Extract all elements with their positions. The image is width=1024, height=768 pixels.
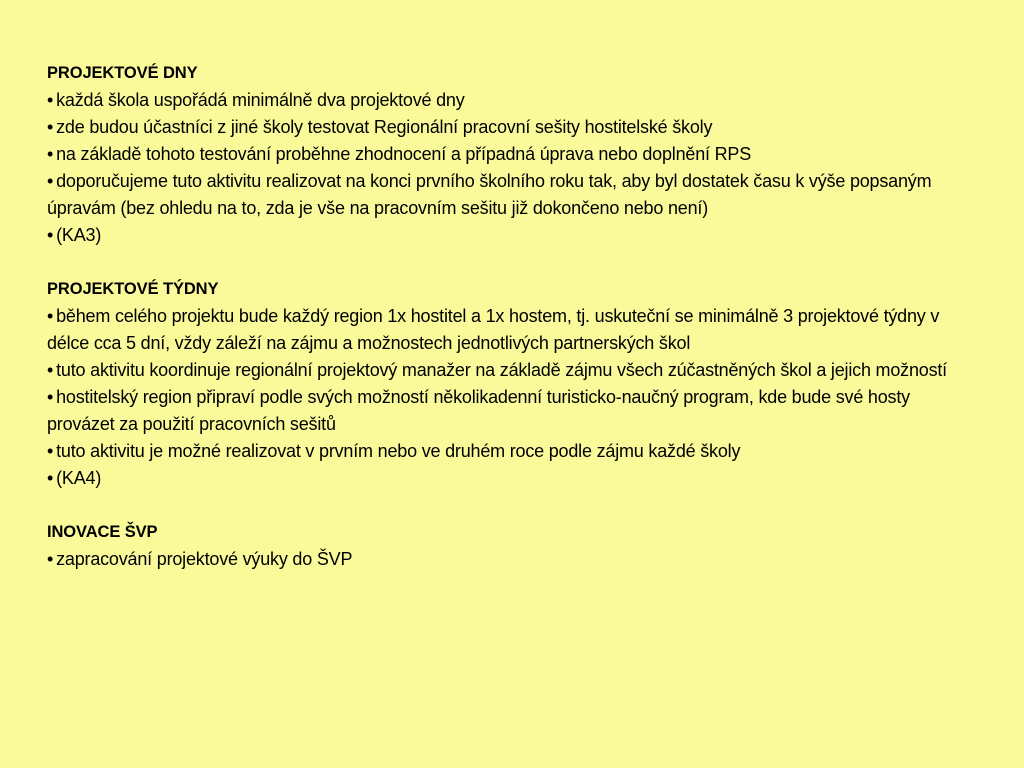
bullet-item bbox=[47, 303, 982, 357]
section-heading: PROJEKTOVÉ DNY bbox=[47, 64, 198, 82]
bullet-text: tuto aktivitu koordinuje regionální projektový manažer na základě zájmu všech zúčastněných škol a jejich možností bbox=[56, 360, 947, 380]
bullet-item bbox=[47, 87, 982, 114]
bullet-dot: • bbox=[47, 306, 54, 326]
section-inovace-svp bbox=[47, 519, 982, 573]
bullet-item bbox=[47, 546, 982, 573]
section-projektove-tydny bbox=[47, 276, 982, 492]
bullet-item bbox=[47, 141, 982, 168]
section-projektove-dny bbox=[47, 60, 982, 249]
bullet-dot: • bbox=[47, 549, 54, 569]
bullet-dot: • bbox=[47, 441, 54, 461]
bullet-item bbox=[47, 465, 982, 492]
bullet-item bbox=[47, 168, 982, 222]
bullet-item bbox=[47, 114, 982, 141]
bullet-dot: • bbox=[47, 171, 54, 191]
bullet-dot: • bbox=[47, 468, 54, 488]
bullet-text: zapracování projektové výuky do ŠVP bbox=[56, 549, 353, 569]
bullet-text: každá škola uspořádá minimálně dva projektové dny bbox=[56, 90, 465, 110]
bullet-text: (KA3) bbox=[56, 225, 102, 245]
bullet-text: tuto aktivitu je možné realizovat v prvním nebo ve druhém roce podle zájmu každé školy bbox=[56, 441, 741, 461]
bullet-item bbox=[47, 438, 982, 465]
bullet-item bbox=[47, 357, 982, 384]
bullet-dot: • bbox=[47, 144, 54, 164]
bullet-dot: • bbox=[47, 90, 54, 110]
bullet-text: na základě tohoto testování proběhne zhodnocení a případná úprava nebo doplnění RPS bbox=[56, 144, 752, 164]
bullet-dot: • bbox=[47, 225, 54, 245]
section-heading: INOVACE ŠVP bbox=[47, 523, 158, 541]
bullet-dot: • bbox=[47, 360, 54, 380]
bullet-text: hostitelský region připraví podle svých možností několikadenní turisticko-naučný program, kde bude své hosty provázet za použití pracovních sešitů bbox=[47, 387, 910, 434]
bullet-item bbox=[47, 384, 982, 438]
bullet-dot: • bbox=[47, 387, 54, 407]
section-heading: PROJEKTOVÉ TÝDNY bbox=[47, 280, 219, 298]
bullet-text: doporučujeme tuto aktivitu realizovat na konci prvního školního roku tak, aby byl dostatek času k výše popsaným úpravám (bez ohledu na to, zda je vše na pracovním sešitu již dokončeno nebo není) bbox=[47, 171, 932, 218]
bullet-text: během celého projektu bude každý region 1x hostitel a 1x hostem, tj. uskuteční se minimálně 3 projektové týdny v délce cca 5 dní, vždy záleží na zájmu a možnostech jednotlivých partnerských škol bbox=[47, 306, 940, 353]
bullet-dot: • bbox=[47, 117, 54, 137]
bullet-text: zde budou účastníci z jiné školy testovat Regionální pracovní sešity hostitelské školy bbox=[56, 117, 713, 137]
bullet-text: (KA4) bbox=[56, 468, 102, 488]
slide-content bbox=[47, 60, 982, 573]
bullet-item bbox=[47, 222, 982, 249]
